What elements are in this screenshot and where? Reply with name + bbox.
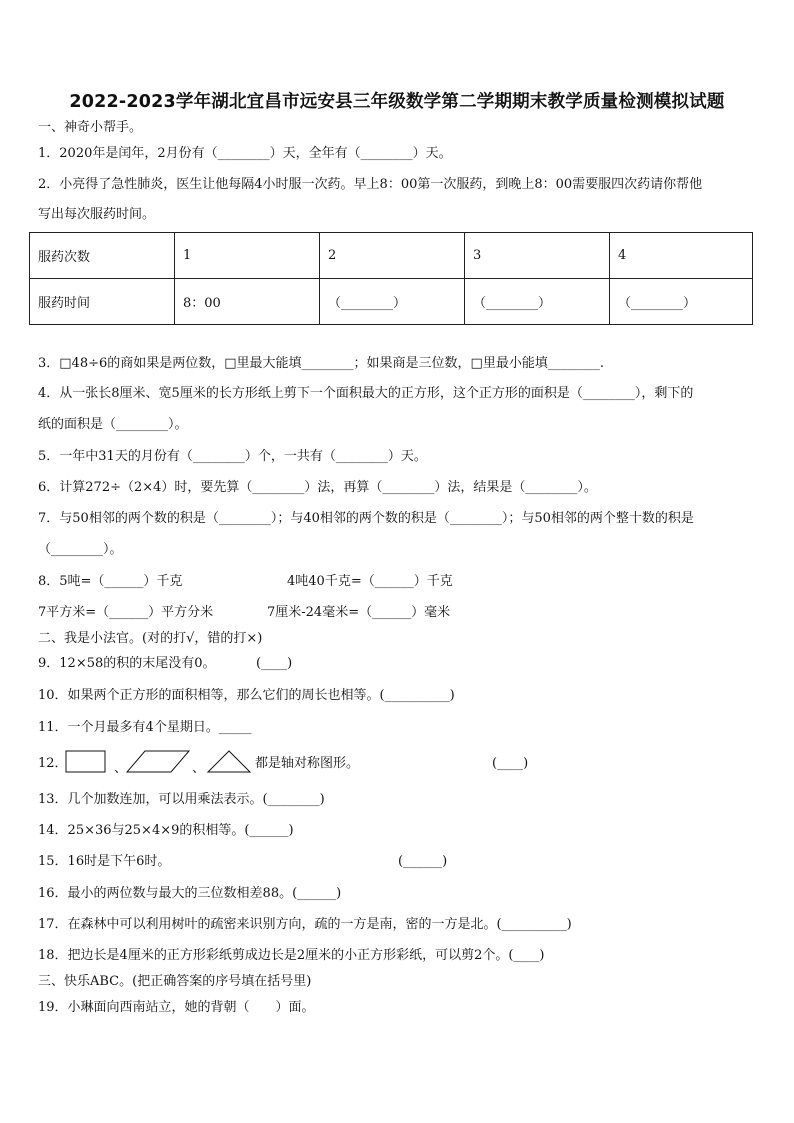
- question-12-separator-2: 、: [192, 761, 206, 776]
- question-17: 17．在森林中可以利用树叶的疏密来识别方向，疏的一方是南，密的一方是北。(__________): [38, 917, 572, 932]
- question-6: 6．计算272÷（2×4）时，要先算（________）法，再算（________）法，结果是（________）。: [38, 480, 597, 495]
- table-cell: 1: [175, 233, 320, 279]
- page-title: 2022-2023学年湖北宜昌市远安县三年级数学第二学期期末教学质量检测模拟试题: [69, 92, 725, 112]
- table-cell: 3: [465, 233, 610, 279]
- question-12-parenthesis: (____): [492, 756, 529, 771]
- question-4-line-2: 纸的面积是（________）。: [38, 417, 188, 432]
- question-18: 18．把边长是4厘米的正方形彩纸剪成边长是2厘米的小正方形彩纸，可以剪2个。(____): [38, 948, 545, 963]
- table-cell: 服药次数: [30, 233, 175, 279]
- question-1: 1．2020年是闰年，2月份有（________）天，全年有（________）天。: [38, 146, 452, 161]
- question-13: 13．几个加数连加，可以用乘法表示。(________): [38, 792, 325, 807]
- question-12-text: 都是轴对称图形。: [255, 756, 360, 771]
- question-11: 11．一个月最多有4个星期日。_____: [38, 720, 252, 735]
- question-12-separator-1: 、: [114, 761, 128, 776]
- question-12-number: 12．: [38, 756, 68, 771]
- table-cell: （________）: [465, 279, 610, 325]
- question-7-line-1: 7．与50相邻的两个数的积是（________）；与40相邻的两个数的积是（________）；与50相邻的两个整十数的积是: [38, 511, 694, 526]
- table-cell: 服药时间: [30, 279, 175, 325]
- table-cell: 2: [320, 233, 465, 279]
- question-10: 10．如果两个正方形的面积相等，那么它们的周长也相等。(__________): [38, 688, 455, 703]
- question-15-parenthesis: (______): [398, 854, 448, 869]
- question-16: 16．最小的两位数与最大的三位数相差88。(______): [38, 886, 342, 901]
- section-3-heading: 三、快乐ABC。(把正确答案的序号填在括号里): [38, 974, 312, 989]
- question-19: 19．小琳面向西南站立，她的背朝（ ）面。: [38, 1000, 315, 1015]
- question-3: 3．□48÷6的商如果是两位数，□里最大能填________；如果商是三位数，□里最小能填________.: [38, 356, 604, 371]
- question-2-line-1: 2．小亮得了急性肺炎，医生让他每隔4小时服一次药。早上8：00第一次服药，到晚上8：00需要服四次药请你帮他: [38, 177, 703, 192]
- table-cell: （________）: [320, 279, 465, 325]
- question-14: 14．25×36与25×4×9的积相等。(______): [38, 823, 294, 838]
- question-5: 5．一年中31天的月份有（________）个，一共有（________）天。: [38, 449, 427, 464]
- question-9: 9．12×58的积的末尾没有0。: [38, 656, 216, 671]
- question-8-part-a: 8．5吨=（______）千克: [38, 574, 183, 589]
- question-7-line-2: （________）。: [38, 542, 123, 557]
- question-8-part-c: 7平方米=（______）平方分米: [38, 605, 214, 620]
- triangle-shape: [208, 751, 250, 772]
- question-15: 15．16时是下午6时。: [38, 854, 171, 869]
- rectangle-shape: [66, 751, 105, 772]
- table-cell: 8：00: [175, 279, 320, 325]
- medication-table: [29, 232, 753, 325]
- table-row: [30, 233, 753, 279]
- section-1-heading: 一、神奇小帮手。: [38, 120, 143, 135]
- table-cell: （________）: [610, 279, 753, 325]
- question-12-shapes: [65, 749, 255, 777]
- question-9-parenthesis: (____): [256, 656, 293, 671]
- section-2-heading: 二、我是小法官。(对的打√，错的打×): [38, 631, 263, 646]
- question-2-line-2: 写出每次服药时间。: [38, 207, 156, 222]
- question-8-part-d: 7厘米-24毫米=（______）毫米: [267, 605, 451, 620]
- parallelogram-shape: [127, 751, 189, 772]
- question-8-part-b: 4吨40千克=（______）千克: [287, 574, 453, 589]
- question-4-line-1: 4．从一张长8厘米、宽5厘米的长方形纸上剪下一个面积最大的正方形，这个正方形的面积是（________），剩下的: [38, 386, 694, 401]
- table-row: [30, 279, 753, 325]
- table-cell: 4: [610, 233, 753, 279]
